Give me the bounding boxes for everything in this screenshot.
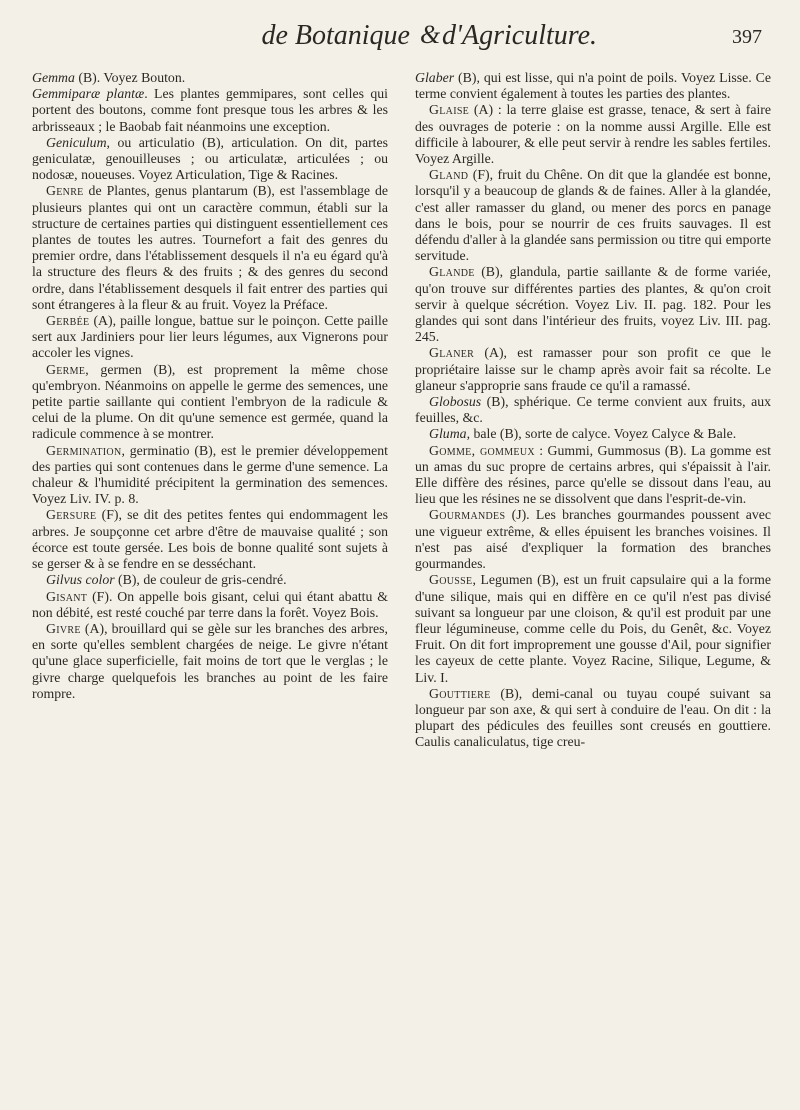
entry-text: , germen (B), est proprement la même chose qu'embryon. Néanmoins on appelle le germe des semences, une petite partie saillante qui contient l'embryon de la radicule & celui de la plume. On dit qu'une semence est germée, quand la radicule commence à se montrer.: [32, 361, 388, 442]
entry-text: (B), de couleur de gris-cendré.: [114, 572, 287, 588]
dictionary-entry: [32, 443, 388, 508]
entry-text: , Legumen (B), est un fruit capsulaire qui a la forme d'une silique, mais qui en diffère en ce qu'il n'est pas divisé suivant sa longueur par une cloison, & qu'il est produit par une fleur légumineuse, comme celle du Pois, du Genêt, &c. Voyez Fruit. On dit fort improprement une gousse d'Ail, pour signifier les cayeux de cette plante. Voyez Racine, Silique, Legume, & Liv. I.: [415, 572, 771, 685]
dictionary-entry: [415, 70, 771, 102]
entry-headword: Gland: [429, 167, 469, 183]
entry-headword: Glaise: [429, 102, 470, 118]
dictionary-entry: [32, 135, 388, 184]
dictionary-entry: [415, 345, 771, 394]
dictionary-entry: [415, 264, 771, 345]
entry-text: : Gummi, Gummosus (B). La gomme est un amas du suc propre de certains arbres, qui s'épaissit à l'air. Elle diffère des résines, parce qu'elle se dissout dans l'eau, au lieu que les résines ne se dissolvent que dans l'esprit-de-vin.: [415, 442, 771, 507]
entry-headword: Geniculum: [46, 134, 107, 150]
right-column: [415, 70, 771, 1090]
running-title-left: de Botanique: [261, 20, 410, 51]
entry-text: (A), brouillard qui se gèle sur les branches des arbres, en sorte qu'elles semblent chargées de neige. Le givre n'étant qu'une glace superficielle, fait moins de tort que le verglas ; le givre charge quelquefois les branches au point de les faire rompre.: [32, 620, 388, 701]
entry-text: (B). Voyez Bouton.: [74, 70, 186, 85]
dictionary-entry: [415, 443, 771, 508]
dictionary-entry: [415, 394, 771, 426]
entry-text: , germinatio (B), est le premier développement des parties qui sont contenues dans le germe d'une semence. La chaleur & l'humidité précipitent la germination des semences. Voyez Liv. IV. p. 8.: [32, 442, 388, 507]
dictionary-entry: [415, 507, 771, 572]
dictionary-entry: [32, 621, 388, 702]
page-header: [0, 16, 800, 56]
left-column: [32, 70, 388, 1090]
entry-text: (F), fruit du Chêne. On dit que la glandée est bonne, lorsqu'il y a beaucoup de glands & de faines. Aller à la glandée, c'est aller ramasser du gland, ou mener des porcs en panage dans le bois, pour se nourrir de ces fruits sauvages. Il est défendu d'aller à la glandée sans permission ou titre qui emporte servitude.: [415, 167, 771, 264]
entry-headword: Germe: [46, 361, 86, 377]
entry-headword: Gisant: [46, 588, 88, 604]
dictionary-entry: [32, 572, 388, 588]
entry-headword: Genre: [46, 183, 84, 199]
dictionary-entry: [32, 86, 388, 135]
entry-headword: Gemmiparæ plantæ: [32, 86, 145, 102]
entry-headword: Germination: [46, 442, 122, 458]
running-title-right: d'Agriculture.: [442, 20, 598, 51]
dictionary-entry: [32, 362, 388, 443]
entry-headword: Glaber: [415, 70, 455, 85]
entry-headword: Gourmandes: [429, 507, 506, 523]
entry-text: (B), demi-canal ou tuyau coupé suivant sa longueur par son axe, & qui sert à conduire de l'eau. On dit : la plupart des pédicules des feuilles sont creusés en gouttiere. Caulis canaliculatus, tige creu-: [415, 685, 771, 750]
entry-headword: Gilvus color: [46, 572, 115, 588]
entry-headword: Givre: [46, 620, 81, 636]
dictionary-entry: [32, 589, 388, 621]
dictionary-entry: [32, 70, 388, 86]
dictionary-entry: [415, 426, 771, 442]
entry-text: (B), qui est lisse, qui n'a point de poils. Voyez Lisse. Ce terme convient également à toutes les parties des plantes.: [415, 70, 771, 102]
entry-headword: Gouttiere: [429, 685, 491, 701]
dictionary-entry: [415, 167, 771, 264]
entry-text: , bale (B), sorte de calyce. Voyez Calyce & Bale.: [466, 426, 737, 442]
entry-text: (J). Les branches gourmandes poussent avec une vigueur extrême, & elles épuisent les branches voisines. Il n'est pas aisé d'expliquer la formation des branches gourmandes.: [415, 507, 771, 572]
entry-headword: Gomme, gommeux: [429, 442, 535, 458]
dictionary-entry: [415, 102, 771, 167]
entry-text: (F). On appelle bois gisant, celui qui étant abattu & non débité, est resté couché par terre dans la forêt. Voyez Bois.: [32, 588, 388, 620]
entry-text: , ou articulatio (B), articulation. On dit, partes geniculatæ, genouilleuses ; ou articulatæ, articulées ; ou nodosæ, noueuses. Voyez Articulation, Tige & Racines.: [32, 134, 388, 183]
entry-text: (A) : la terre glaise est grasse, tenace, & sert à faire des ouvrages de poterie : on la nomme aussi Argille. Elle est difficile à labourer, & elle peut servir à rendre les sables fertiles. Voyez Argille.: [415, 102, 771, 167]
entry-text: (B), glandula, partie saillante & de forme variée, qu'on trouve sur différentes parties des plantes, & qu'on croit servir à quelque sécrétion. Voyez Liv. II. pag. 182. Pour les glandes qui sont dans l'intérieur des fruits, voyez Liv. III. pag. 245.: [415, 264, 771, 345]
page-number: 397: [732, 26, 762, 48]
entry-text: (B), sphérique. Ce terme convient aux fruits, aux feuilles, &c.: [415, 394, 771, 426]
dictionary-entry: [32, 313, 388, 362]
entry-text: (F), se dit des petites fentes qui endommagent les arbres. Je soupçonne cet arbre d'être de mauvaise qualité ; son écorce est toute gersée. Les bois de bonne qualité sont sujets à se gerser & à se fendre en se desséchant.: [32, 507, 388, 572]
entry-text: (A), est ramasser pour son profit ce que le propriétaire laisse sur le champ après avoir fait sa récolte. Le glaneur s'approprie sans fraude ce qu'il a ramassé.: [415, 345, 771, 393]
entry-headword: Gousse: [429, 572, 473, 588]
entry-headword: Gluma: [429, 426, 467, 442]
entry-headword: Gemma: [32, 70, 75, 85]
entry-text: de Plantes, genus plantarum (B), est l'assemblage de plusieurs plantes qui ont un caractère commun, établi sur la structure de certaines parties qui distinguent essentiellement ces plantes de toutes les autres. Tournefort a fait des genres du premier ordre, dans l'établissement desquels il n'a eu égard qu'à la structure des fleurs & des fruits ; & des genres du second ordre, dans l'établissement desquels il fait entrer des parties qui sont étrangeres à la fleur & au fruit. Voyez la Préface.: [32, 183, 388, 312]
entry-headword: Gerbée: [46, 313, 90, 329]
dictionary-entry: [415, 686, 771, 751]
entry-text: . Les plantes gemmipares, sont celles qui portent des boutons, comme font presque tous les arbres & les arbrisseaux ; le Baobab fait néanmoins une exception.: [32, 86, 388, 134]
entry-headword: Glaner: [429, 345, 475, 361]
dictionary-entry: [415, 572, 771, 685]
entry-headword: Globosus: [429, 394, 482, 410]
dictionary-entry: [32, 507, 388, 572]
entry-headword: Glande: [429, 264, 475, 280]
entry-text: (A), paille longue, battue sur le poinçon. Cette paille sert aux Jardiniers pour lier leurs légumes, aux Vignerons pour accoler les vignes.: [32, 313, 388, 361]
entry-headword: Gersure: [46, 507, 97, 523]
running-title-ampersand: &: [420, 20, 441, 49]
dictionary-entry: [32, 183, 388, 313]
